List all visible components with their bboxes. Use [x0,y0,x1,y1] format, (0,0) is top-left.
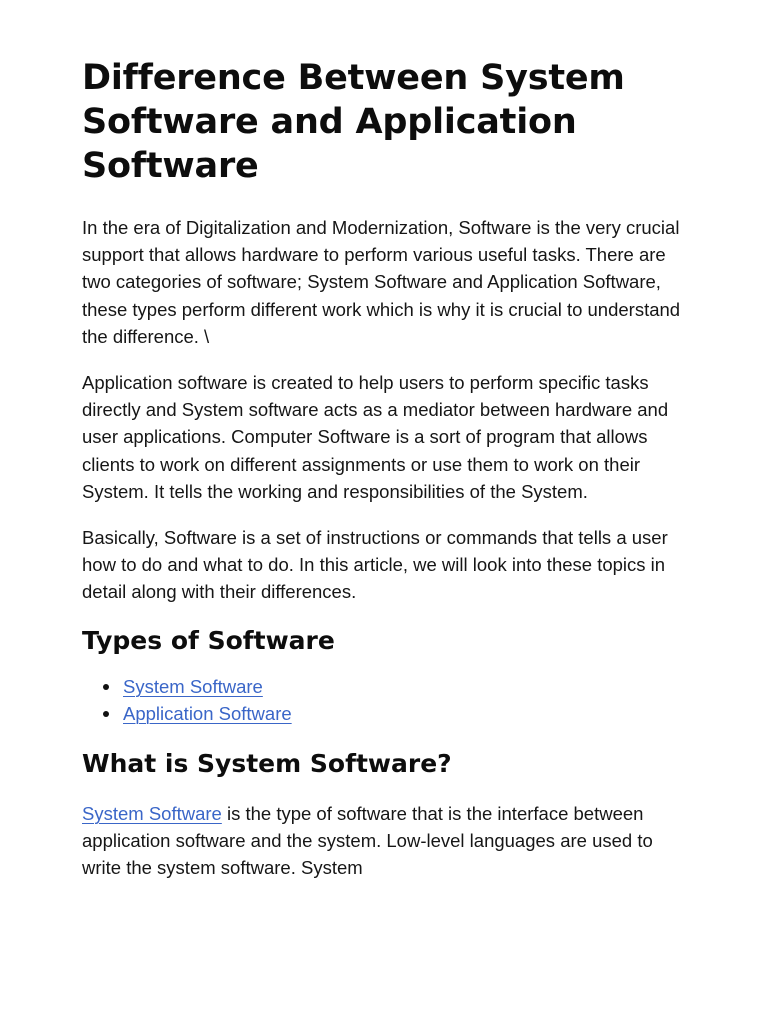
second-paragraph: Application software is created to help users to perform specific tasks directly and System software acts as a mediator between hardware and user applications. Computer Software is a sort of program that allows clients to work on different assignments or use them to work on their System. It tells the working and responsibilities of the System. [82,372,669,502]
types-heading: Types of Software [82,625,335,655]
list-item [123,673,694,701]
types-list [82,673,694,728]
article [82,56,694,900]
system-software-heading: What is System Software? [82,748,452,778]
third-paragraph: Basically, Software is a set of instructions or commands that tells a user how to do and what to do. In this article, we will look into these topics in detail along with their differences. [82,527,668,603]
system-software-inline-link[interactable]: System Software [82,802,222,824]
intro-paragraph: In the era of Digitalization and Modernization, Software is the very crucial support that allows hardware to perform various useful tasks. There are two categories of software; System Software and Application Software, these types perform different work which is why it is crucial to understand the difference. \ [82,217,681,347]
system-software-text: is the type of software that is the interface between application software and the system. Low-level languages are used to write the system software. System [82,802,653,879]
system-software-link[interactable]: System Software [123,675,263,697]
system-software-paragraph [82,800,694,882]
list-item [123,700,694,728]
page-title: Difference Between System Software and Application Software [82,58,625,186]
application-software-link[interactable]: Application Software [123,703,292,725]
